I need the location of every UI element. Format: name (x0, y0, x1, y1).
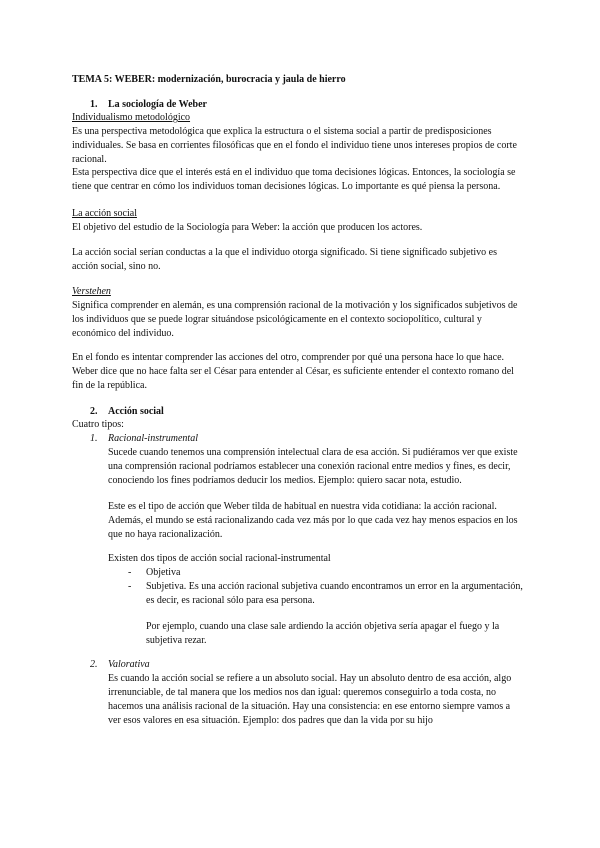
accion-social-heading: La acción social (72, 208, 137, 219)
paragraph-line: subjetiva rezar. (146, 635, 207, 646)
bullet-mark: - (128, 581, 132, 592)
paragraph-line: Este es el tipo de acción que Weber tilda de habitual en nuestra vida cotidiana: la acción racional. (108, 501, 497, 512)
verstehen-heading: Verstehen (72, 286, 111, 297)
paragraph-line: que no haya racionalización. (108, 529, 223, 540)
paragraph-line: tiene que centrar en cómo los individuos toman decisiones lógicas. Lo importante es qué piensa la persona. (72, 181, 501, 192)
paragraph-line: Además, el mundo se está racionalizando cada vez más por lo que cada vez hay menos espacios en los (108, 515, 518, 526)
paragraph-line: Es una perspectiva metodológica que explica la estructura o el sistema social a partir de predisposiciones (72, 126, 492, 137)
type-2-heading: Valorativa (108, 659, 150, 670)
paragraph-line: Existen dos tipos de acción social racional-instrumental (108, 553, 331, 564)
paragraph-line: Es cuando la acción social se refiere a un absoluto social. Hay un absoluto dentro de esa acción, algo (108, 673, 512, 684)
paragraph-line: En el fondo es intentar comprender las acciones del otro, comprender por qué una persona hace lo que hace. (72, 352, 505, 363)
type-2-number: 2. (90, 659, 98, 670)
paragraph-line: conociendo los fines podríamos deducir los medios. Ejemplo: quiero sacar nota, estudio. (108, 475, 462, 486)
paragraph-line: acción social, sino no. (72, 261, 161, 272)
paragraph-line: económico del individuo. (72, 328, 174, 339)
paragraph-line: fin de la república. (72, 380, 147, 391)
bullet-subjetiva: Subjetiva. Es una acción racional subjetiva cuando encontramos un error en la argumentación, (146, 581, 523, 592)
paragraph-line: Weber dice que no hace falta ser el César para entender al César, es suficiente entender el contexto romano del (72, 366, 514, 377)
paragraph-line: Por ejemplo, cuando una clase sale ardiendo la acción objetiva sería apagar el fuego y la (146, 621, 500, 632)
document-title: TEMA 5: WEBER: modernización, burocracia y jaula de hierro (72, 74, 346, 85)
paragraph-line: hacemos una análisis racional de la situación. Hay una consistencia: en ese entorno siempre vamos a (108, 701, 511, 712)
paragraph-line: individuales. Se basa en corrientes filosóficas que en el fondo el individuo tiene unos intereses propios de corte (72, 140, 517, 151)
paragraph-line: irrenunciable, de tal manera que los medios nos dan igual: queremos conseguirlo a toda costa, no (108, 687, 496, 698)
section-1-heading: La sociología de Weber (108, 99, 207, 110)
paragraph-line: los individuos que se puede lograr situándose psicológicamente en el contexto sociopolítico, cultural y (72, 314, 482, 325)
type-1-number: 1. (90, 433, 98, 444)
paragraph-line: Significa comprender en alemán, es una comprensión racional de la motivación y los significados subjetivos de (72, 300, 518, 311)
bullet-mark: - (128, 567, 132, 578)
type-1-heading: Racional-instrumental (108, 433, 198, 444)
paragraph-line: es decir, es racional sólo para esa persona. (146, 595, 315, 606)
section-1-number: 1. (90, 99, 98, 110)
paragraph-line: La acción social serían conductas a la que el individuo otorga significado. Si tiene significado subjetivo es (72, 247, 497, 258)
bullet-objetiva: Objetiva (146, 567, 181, 578)
paragraph-line: El objetivo del estudio de la Sociología para Weber: la acción que producen los actores. (72, 222, 423, 233)
section-2-heading: Acción social (108, 406, 164, 417)
cuatro-tipos-label: Cuatro tipos: (72, 419, 124, 430)
paragraph-line: Sucede cuando tenemos una comprensión intelectual clara de esa acción. Si pudiéramos ver que existe (108, 447, 518, 458)
individualismo-heading: Individualismo metodológico (72, 112, 191, 123)
paragraph-line: racional. (72, 154, 107, 165)
paragraph-line: una comprensión racional podríamos establecer una conexión racional entre medios y fines, es decir, (108, 461, 511, 472)
paragraph-line: ver esos valores en esa situación. Ejemplo: dos padres que dan la vida por su hijo (108, 715, 433, 726)
paragraph-line: Esta perspectiva dice que el interés está en el individuo que toma decisiones lógicas. Entonces, la sociología se (72, 167, 516, 178)
section-2-number: 2. (90, 406, 98, 417)
